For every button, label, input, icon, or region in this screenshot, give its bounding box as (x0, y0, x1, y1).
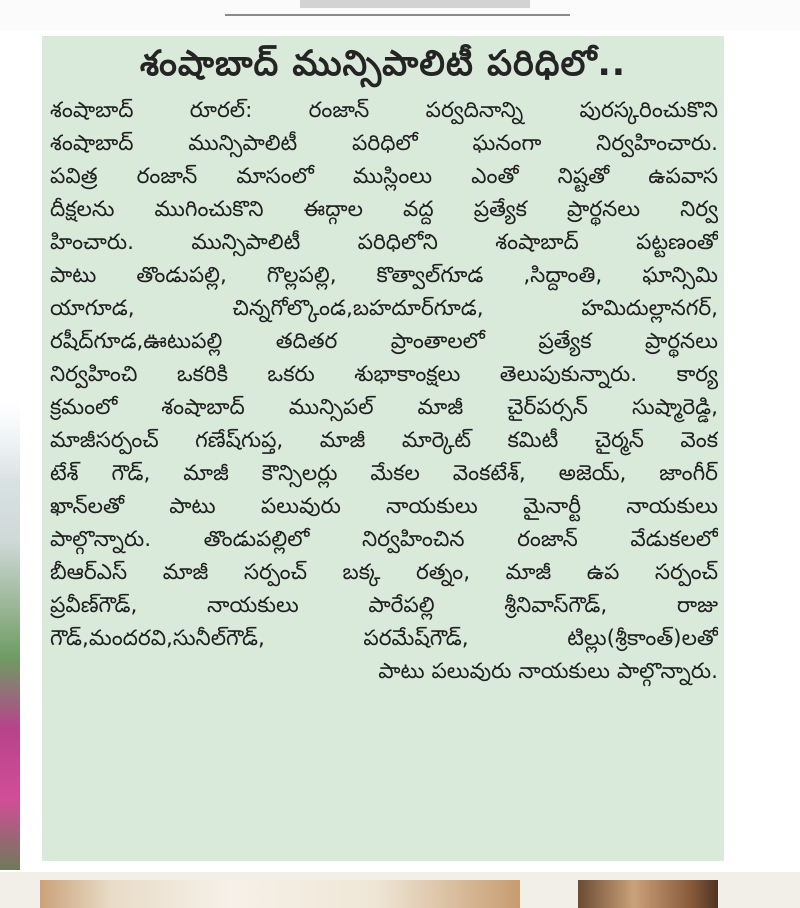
article-body (50, 94, 718, 688)
article-line: క్రమంలో శంషాబాద్ మున్సిపల్ మాజీ చైర్‌పర్సన్ సుష్మారెడ్డి, (50, 395, 718, 420)
article-line: దీక్షలను ముగించుకొని ఈద్గాల వద్ద ప్రత్యేక ప్రార్థనలు నిర్వ (50, 197, 718, 222)
article-line: పాల్గొన్నారు. తొండుపల్లిలో నిర్వహించిన రంజాన్ వేడుకలలో (50, 527, 718, 552)
top-divider (225, 14, 570, 16)
article-line: బీఆర్‌ఎస్ మాజీ సర్పంచ్ బక్క రత్నం, మాజీ ఉప సర్పంచ్ (50, 560, 718, 585)
article-line: పాటు తొండుపల్లి, గొల్లపల్లి, కొత్వాల్‌గూడ ,సిద్దాంతి, ఘాన్సిమి (50, 263, 718, 288)
article-line: మాజీసర్పంచ్ గణేష్‌గుప్త, మాజీ మార్కెట్ కమిటీ చైర్మన్ వెంక (50, 428, 718, 453)
article-line: ప్రవీణ్‌గౌడ్, నాయకులు పారేపల్లి శ్రీనివాస్‌గౌడ్, రాజు (50, 593, 718, 618)
article-line: పవిత్ర రంజాన్ మాసంలో ముస్లింలు ఎంతో నిష్టతో ఉపవాస (50, 164, 718, 189)
article-line: నిర్వహించి ఒకరికి ఒకరు శుభాకాంక్షలు తెలుపుకున్నారు. కార్య (50, 362, 718, 387)
previous-article-fragment (300, 0, 530, 8)
article-line: గౌడ్,మందరవి,సునీల్‌గౌడ్, పరమేష్‌గౌడ్, టిల్లు(శ్రీకాంత్)లతో (50, 626, 718, 651)
next-article-photo (40, 880, 520, 908)
article-line: టేశ్ గౌడ్, మాజీ కౌన్సిలర్లు మేకల వెంకటేశ్, అజెయ్, జాంగీర్ (50, 461, 718, 486)
article-headline: శంషాబాద్ మున్సిపాలిటీ పరిధిలో.. (139, 44, 627, 84)
article-line: రషీద్‌గూడ,ఊటుపల్లి తదితర ప్రాంతాలలో ప్రత్యేక ప్రార్థనలు (50, 329, 718, 354)
adjacent-photo-fragment (0, 400, 20, 870)
article-line: హించారు. మున్సిపాలిటీ పరిధిలోని శంషాబాద్ పట్టణంతో (50, 230, 718, 255)
article-line: యాగూడ, చిన్నగోల్కొండ,బహదూర్‌గూడ, హమిదుల్లానగర్, (50, 296, 718, 321)
article-line: శంషాబాద్ రూరల్: రంజాన్ పర్వదినాన్ని పురస్కరించుకొని (50, 98, 718, 123)
article-line: పాటు పలువురు నాయకులు పాల్గొన్నారు. (378, 659, 718, 684)
article-line: ఖాన్‌లతో పాటు పలువురు నాయకులు మైనార్టీ నాయకులు (50, 494, 718, 519)
news-article (42, 36, 724, 861)
next-article-photo-2 (578, 880, 718, 908)
article-line: శంషాబాద్ మున్సిపాలిటీ పరిధిలో ఘనంగా నిర్వహించారు. (50, 131, 718, 156)
